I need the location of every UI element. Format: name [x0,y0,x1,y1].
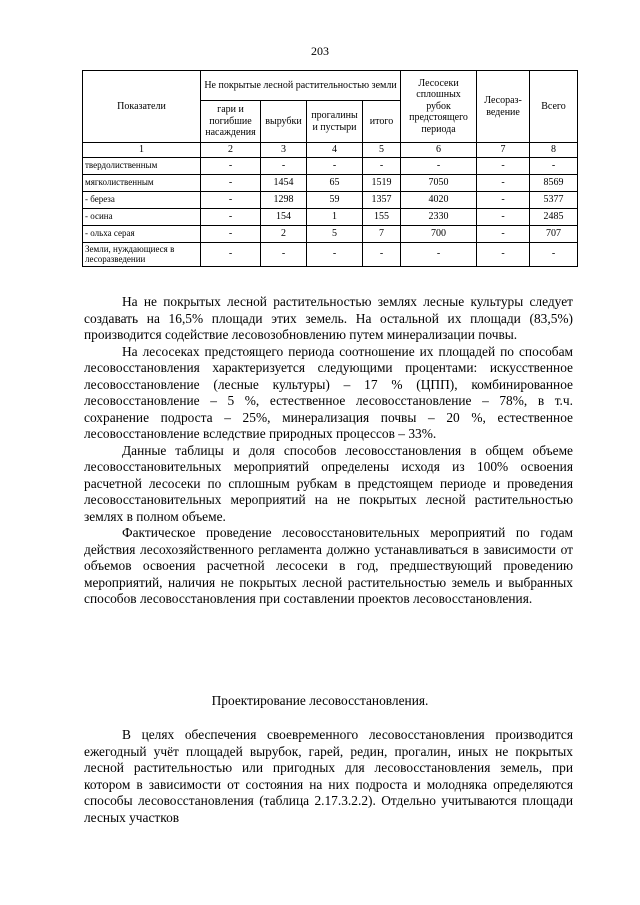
table-cell: 707 [530,225,578,242]
header-cuttings: вырубки [261,101,307,143]
column-number: 1 [83,143,201,158]
table-cell: - [477,174,530,191]
column-number: 3 [261,143,307,158]
table-cell: 1454 [261,174,307,191]
table-cell: 154 [261,208,307,225]
table-cell: 5377 [530,191,578,208]
table-cell: 2485 [530,208,578,225]
column-number: 8 [530,143,578,158]
section-text [84,727,573,826]
table-cell: - [477,208,530,225]
header-total-not-covered: итого [363,101,401,143]
table-cell: - [363,157,401,174]
table-cell: 59 [307,191,363,208]
column-number: 2 [201,143,261,158]
header-glades: прогалины и пустыри [307,101,363,143]
table-cell: - [530,242,578,266]
table-cell: - [530,157,578,174]
row-label: мягколиственным [83,174,201,191]
table-cell: 2 [261,225,307,242]
header-indicators: Показатели [83,71,201,143]
table-cell: 5 [307,225,363,242]
table-cell: 1298 [261,191,307,208]
row-label: - береза [83,191,201,208]
header-not-covered-group: Не покрытые лесной растительностью земли [201,71,401,101]
forest-restoration-table [82,70,578,267]
header-breeding: Лесораз-ведение [477,71,530,143]
table-cell: - [201,157,261,174]
table-cell: - [363,242,401,266]
table-cell: - [201,208,261,225]
column-number: 6 [401,143,477,158]
table-cell: - [477,225,530,242]
table-row [83,174,578,191]
table-cell: - [307,157,363,174]
table-cell: - [201,225,261,242]
header-total: Всего [530,71,578,143]
table-cell: 2330 [401,208,477,225]
paragraph: На не покрытых лесной растительностью землях лесные культуры следует создавать на 16,5% площади этих земель. На остальной их площади (83,5%) производится содействие лесовозобновлению путем минерализации почвы. [84,294,573,342]
table-cell: 1357 [363,191,401,208]
table-cell: 155 [363,208,401,225]
page-number: 203 [311,44,329,58]
table-row [83,157,578,174]
row-label: Земли, нуждающиеся в лесоразведении [83,242,201,266]
table-cell: 1 [307,208,363,225]
column-number: 4 [307,143,363,158]
table-cell: - [477,191,530,208]
table-cell: 65 [307,174,363,191]
paragraph: Данные таблицы и доля способов лесовосстановления в общем объеме лесовосстановительных мероприятий определены исходя из 100% освоения расчетной лесосеки по сплошным рубкам в предстоящем периоде и проведения лесовосстановительных мероприятий на не покрытых лесной растительностью землях в полном объеме. [84,442,573,524]
column-number: 5 [363,143,401,158]
table-row [83,225,578,242]
body-text [84,294,573,608]
header-clearcut: Лесосеки сплошных рубок предстоящего периода [401,71,477,143]
table-cell: 7 [363,225,401,242]
paragraph: Фактическое проведение лесовосстановительных мероприятий по годам действия лесохозяйственного регламента должно устанавливаться в зависимости от объемов освоения расчетной лесосеки в год, предшествующий проведению мероприятий, наличия не покрытых лесной растительностью земель и выбранных способов лесовосстановления при составлении проектов лесовосстановления. [84,525,573,606]
table-row [83,208,578,225]
table-cell: - [401,242,477,266]
table-cell: - [261,157,307,174]
row-label: твердолиственным [83,157,201,174]
table-row [83,242,578,266]
table-cell: 8569 [530,174,578,191]
table-cell: - [201,191,261,208]
table-cell: - [201,242,261,266]
table-cell: - [477,157,530,174]
row-label: - осина [83,208,201,225]
table-cell: - [401,157,477,174]
paragraph: В целях обеспечения своевременного лесовосстановления производится ежегодный учёт площадей вырубок, гарей, редин, прогалин, иных не покрытых лесной растительностью или пригодных для лесовосстановления земель, при котором в зависимости от состояния на них подроста и молодняка определяются способы лесовосстановления (таблица 2.17.3.2.2). Отдельно учитываются площади лесных участков [84,727,573,825]
row-label: - ольха серая [83,225,201,242]
table-cell: - [261,242,307,266]
table-cell: - [307,242,363,266]
column-number: 7 [477,143,530,158]
section-heading: Проектирование лесовосстановления. [211,693,429,708]
table-cell: - [477,242,530,266]
paragraph: На лесосеках предстоящего периода соотношение их площадей по способам лесовосстановления характеризуется следующими процентами: искусственное лесовосстановление (лесные культуры) – 17 % (ЦПП), комбинированное лесовосстановление – 5 %, естественное лесовосстановление – 78%, в т.ч. сохранение подроста – 25%, минерализация почвы – 20 %, естественное лесовосстановление вследствие природных процессов – 33%. [84,343,573,441]
header-burns: гари и погибшие насаждения [201,101,261,143]
table-row [83,191,578,208]
table-cell: - [201,174,261,191]
table-cell: 4020 [401,191,477,208]
table-cell: 1519 [363,174,401,191]
table-cell: 700 [401,225,477,242]
table-cell: 7050 [401,174,477,191]
